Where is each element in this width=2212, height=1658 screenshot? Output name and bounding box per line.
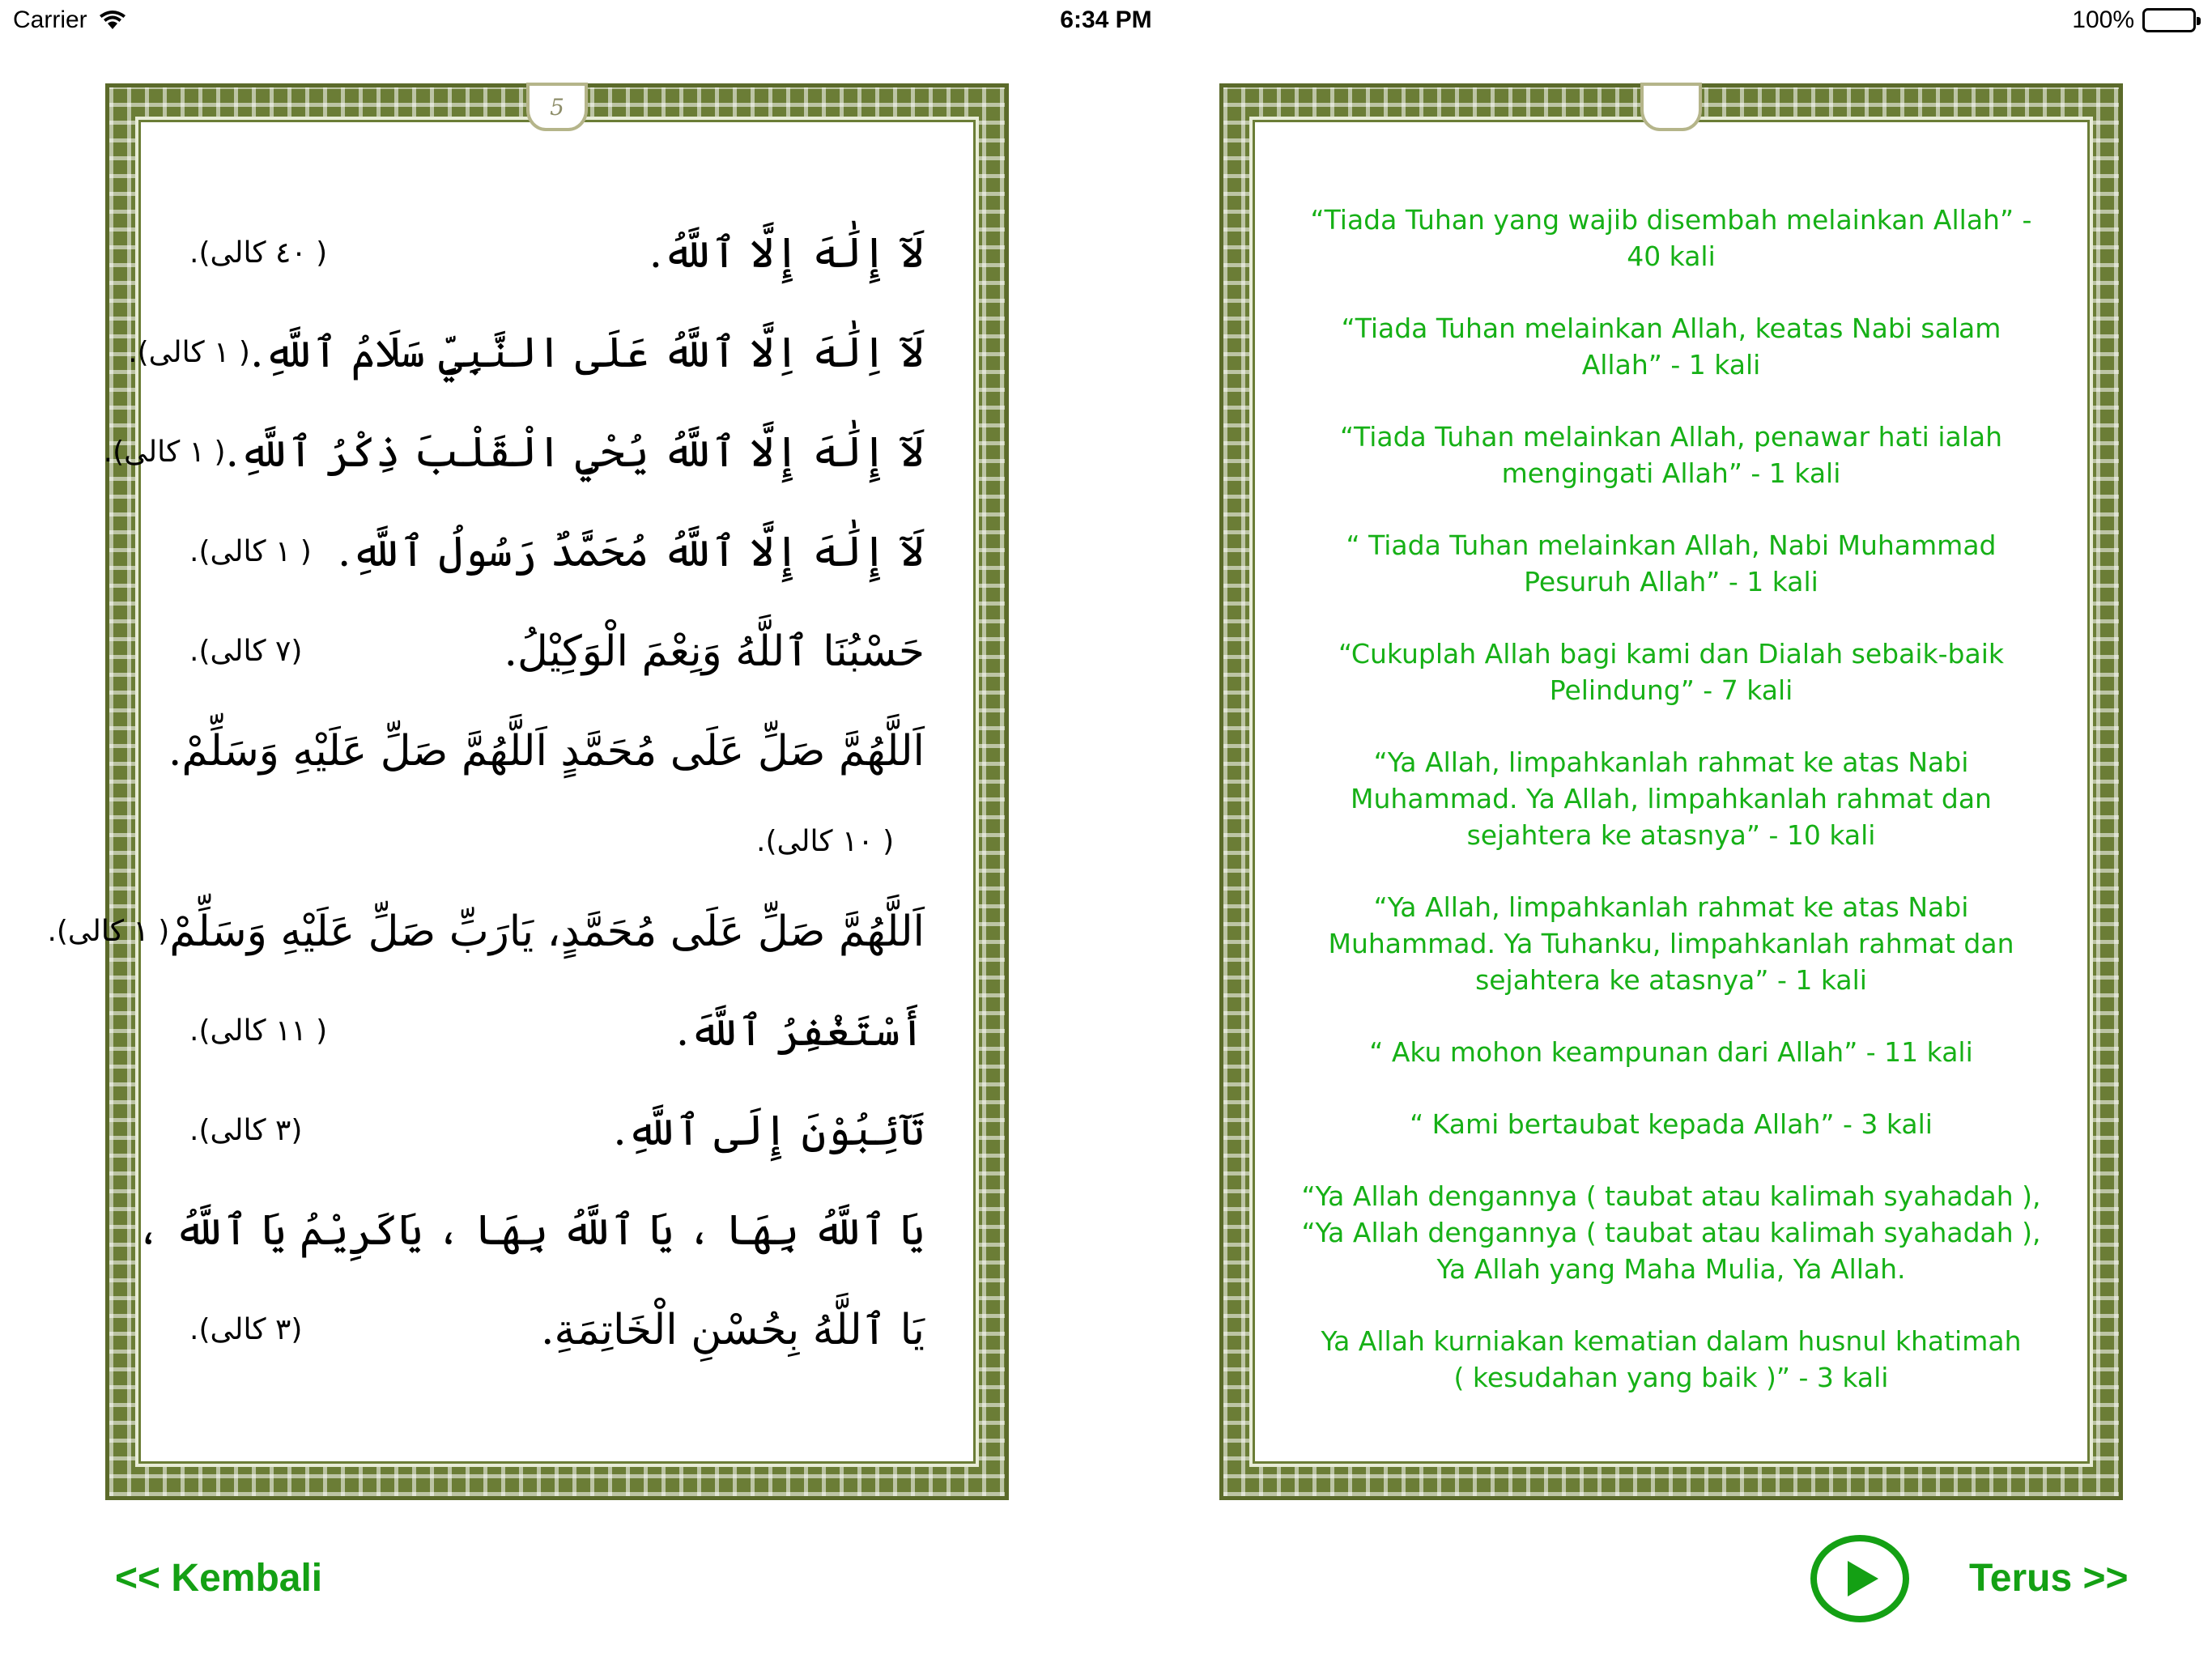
arabic-count: (٧ کالی). [189, 635, 303, 668]
arabic-count: ( ٤٠ کالی). [189, 236, 328, 270]
play-icon [1848, 1561, 1878, 1596]
translation-item: “Cukuplah Allah bagi kami dan Dialah sebaik-baik Pelindung” - 7 kali [1338, 638, 2004, 706]
arabic-count: ( ١١ کالی). [189, 1014, 328, 1048]
battery-percent: 100% [2072, 6, 2134, 33]
carrier-label: Carrier [13, 6, 87, 33]
battery-icon [2142, 8, 2196, 32]
status-bar [0, 0, 2212, 42]
play-button[interactable] [1810, 1535, 1909, 1622]
translation-page [1219, 83, 2123, 1500]
arabic-text: لَآ إِلَٰهَ إِلَّا ٱللَّهُ مُحَمَّدٌ رَسُولُ ٱللَّهِ. [337, 527, 925, 576]
arabic-text: حَسْبُنَا ٱللَّهُ وَنِعْمَ الْوَكِيْلُ. [504, 627, 925, 676]
arabic-count: ( ١ کالی). [47, 915, 170, 948]
arabic-text: اَللَّهُمَّ صَلِّ عَلَى مُحَمَّدٍ، يَارَبِّ صَلِّ عَلَيْهِ وَسَلِّمْ [169, 907, 925, 956]
arabic-count: ( ١ کالی). [128, 336, 250, 369]
arabic-line [189, 203, 925, 303]
page-number-tab: 5 [526, 83, 588, 131]
arabic-count: (٣ کالی). [189, 1114, 303, 1147]
arabic-count: ( ١ کالی). [189, 535, 312, 568]
arabic-line [168, 701, 925, 801]
arabic-line [189, 801, 925, 882]
arabic-lines [47, 203, 925, 1380]
arabic-line [189, 502, 925, 602]
arabic-text: لَآ إِلَٰهَ إِلَّا ٱللَّهُ يُحْيِ الْقَلْبَ ذِكْرُ ٱللَّهِ. [225, 427, 925, 477]
arabic-text: تَآئِبُوْنَ إِلَى ٱللَّهِ. [613, 1106, 925, 1155]
translation-item: “ Kami bertaubat kepada Allah” - 3 kali [1410, 1108, 1933, 1140]
translation-item: “Tiada Tuhan melainkan Allah, keatas Nabi salam Allah” - 1 kali [1341, 312, 2001, 380]
arabic-text: اَللَّهُمَّ صَلِّ عَلَى مُحَمَّدٍ اَللَّهُمَّ صَلِّ عَلَيْهِ وَسَلِّمْ. [168, 726, 925, 776]
translation-item: “Tiada Tuhan melainkan Allah, penawar hati ialah mengingati Allah” - 1 kali [1339, 421, 2003, 489]
arabic-text: لَآ اِلَٰهَ اِلَّا ٱللَّهُ عَلَى النَّبِيِّ سَلَامُ ٱللَّهِ. [249, 328, 925, 377]
arabic-page-content [47, 120, 976, 1464]
translation-page-content [1253, 120, 2090, 1464]
arabic-text: أَسْتَغْفِرُ ٱللَّهَ. [675, 1006, 925, 1056]
next-button[interactable]: Terus >> [1969, 1557, 2129, 1600]
arabic-line [189, 602, 925, 701]
translation-item: “ Tiada Tuhan melainkan Allah, Nabi Muhammad Pesuruh Allah” - 1 kali [1346, 529, 1997, 597]
arabic-text: يَا ٱللَّهُ بِحُسْنِ الْخَاتِمَةِ. [541, 1305, 925, 1354]
arabic-count: ( ١٠ کالی). [756, 824, 895, 858]
arabic-line [189, 1081, 925, 1180]
translation-item: “Ya Allah, limpahkanlah rahmat ke atas Nabi Muhammad. Ya Tuhanku, limpahkanlah rahmat dan sejahtera ke atasnya” - 1 kali [1328, 891, 2014, 996]
arabic-line [189, 981, 925, 1081]
arabic-line [135, 1180, 925, 1280]
translation-item: “Ya Allah, limpahkanlah rahmat ke atas Nabi Muhammad. Ya Allah, limpahkanlah rahmat dan sejahtera ke atasnya” - 10 kali [1351, 746, 1992, 851]
translation-item: Ya Allah kurniakan kematian dalam husnul khatimah ( kesudahan yang baik )” - 3 kali [1321, 1325, 2022, 1393]
translation-list [1287, 202, 2055, 1431]
arabic-text: يَا ٱللَّهُ بِهَا ، يَا ٱللَّهُ بِهَا ، يَاكَرِيْمُ يَا ٱللَّهُ ، [135, 1205, 925, 1255]
back-button[interactable]: << Kembali [115, 1557, 323, 1600]
arabic-count: (٣ کالی). [189, 1313, 303, 1346]
translation-item: “Ya Allah dengannya ( taubat atau kalimah syahadah ), “Ya Allah dengannya ( taubat atau kalimah syahadah ), Ya Allah yang Maha Mulia, Ya Allah. [1301, 1180, 2041, 1285]
arabic-line [47, 882, 925, 981]
translation-item: “Tiada Tuhan yang wajib disembah melainkan Allah” - 40 kali [1310, 204, 2032, 272]
arabic-line [189, 1280, 925, 1380]
page-number-tab [1640, 83, 1702, 131]
arabic-line [103, 402, 925, 502]
arabic-text: لَآ إِلَٰهَ إِلَّا ٱللَّهُ. [649, 228, 925, 278]
status-time: 6:34 PM [1060, 6, 1152, 33]
status-right [2072, 6, 2196, 34]
arabic-count: ( ١ کالی). [103, 436, 226, 469]
arabic-page [47, 83, 1009, 1500]
arabic-line [128, 303, 925, 402]
translation-item: “ Aku mohon keampunan dari Allah” - 11 kali [1369, 1036, 1973, 1068]
